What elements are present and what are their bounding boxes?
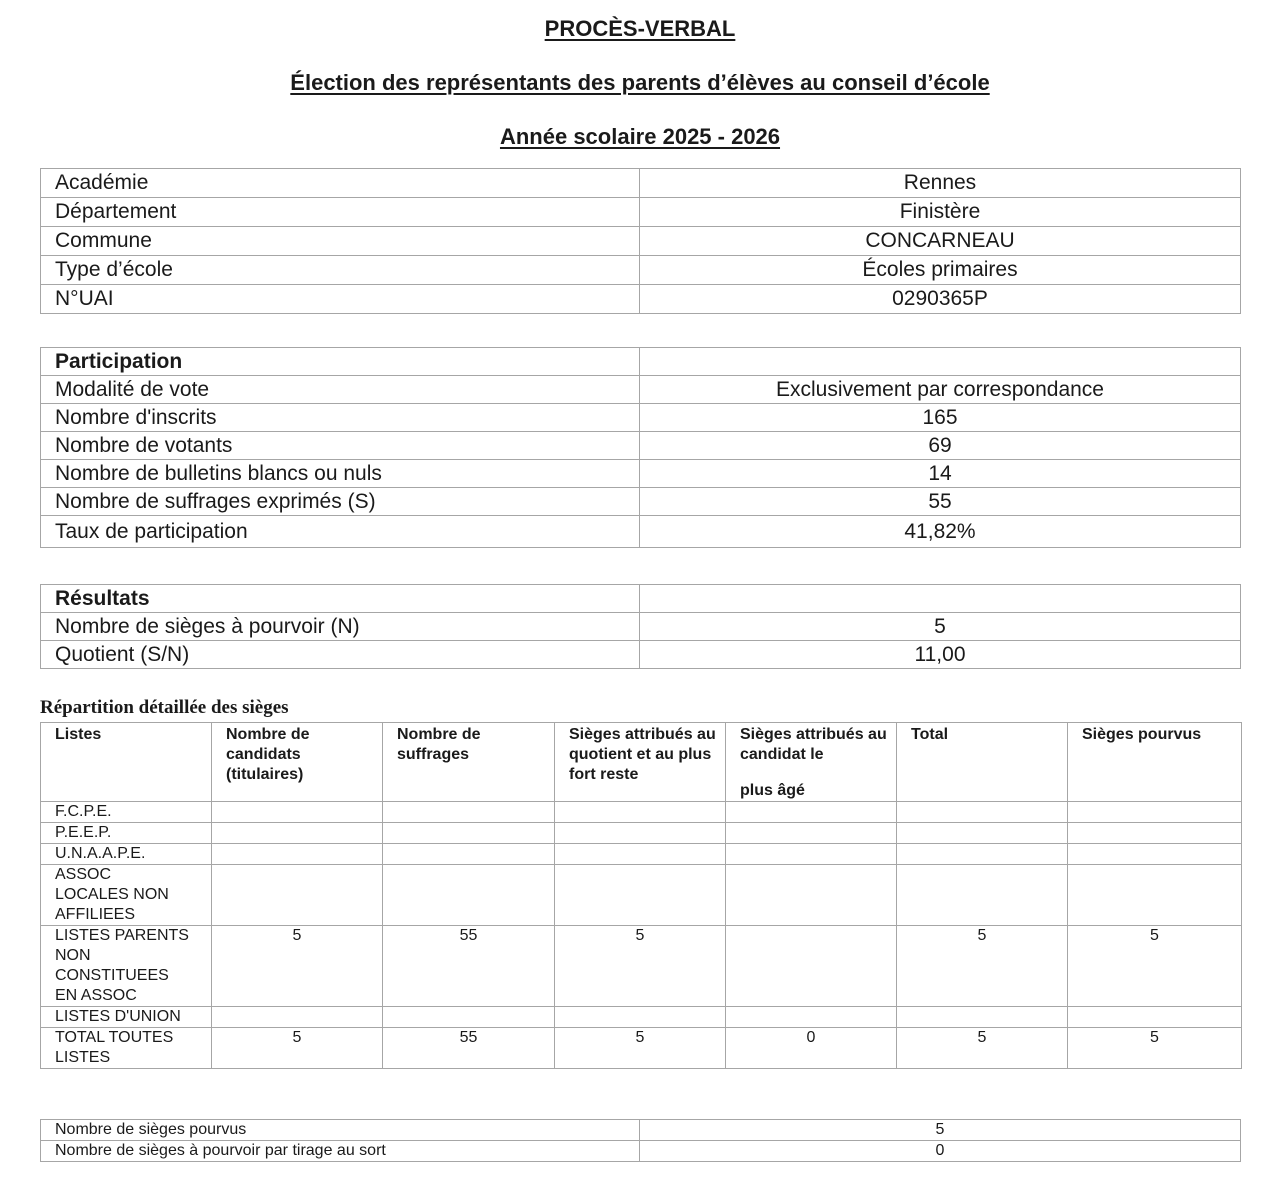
repartition-table [40, 722, 1242, 1069]
resultats-value: 11,00 [640, 641, 1241, 669]
info-label: Département [41, 198, 640, 227]
cell-total [897, 802, 1068, 823]
cell-suffrages: 55 [383, 1028, 555, 1069]
info-label: Académie [41, 169, 640, 198]
cell-quotient: 5 [555, 1028, 726, 1069]
resultats-value: 5 [640, 613, 1241, 641]
info-value: Rennes [640, 169, 1241, 198]
participation-label: Nombre de suffrages exprimés (S) [41, 488, 640, 516]
cell-total [897, 1007, 1068, 1028]
summary-table [40, 1119, 1241, 1162]
resultats-label: Nombre de sièges à pourvoir (N) [41, 613, 640, 641]
participation-value: 69 [640, 432, 1241, 460]
participation-value: 14 [640, 460, 1241, 488]
cell-pourvus: 5 [1068, 1028, 1242, 1069]
cell-age [726, 802, 897, 823]
cell-suffrages [383, 865, 555, 926]
info-label: Commune [41, 227, 640, 256]
cell-suffrages [383, 823, 555, 844]
cell-pourvus: 5 [1068, 926, 1242, 1007]
repartition-body [41, 802, 1242, 1069]
liste-name: LISTES D'UNION [41, 1007, 212, 1028]
col-header-total: Total [897, 723, 1068, 802]
cell-age: 0 [726, 1028, 897, 1069]
cell-candidats: 5 [212, 1028, 383, 1069]
cell-total [897, 823, 1068, 844]
participation-value: 165 [640, 404, 1241, 432]
cell-candidats [212, 823, 383, 844]
info-row-departement [41, 198, 1241, 227]
repartition-row [41, 1028, 1242, 1069]
participation-row [41, 376, 1241, 404]
repartition-row [41, 1007, 1242, 1028]
cell-total [897, 844, 1068, 865]
cell-suffrages [383, 844, 555, 865]
cell-candidats: 5 [212, 926, 383, 1007]
info-value: CONCARNEAU [640, 227, 1241, 256]
cell-quotient [555, 844, 726, 865]
repartition-header-row [41, 723, 1242, 802]
cell-pourvus [1068, 844, 1242, 865]
cell-suffrages [383, 802, 555, 823]
cell-total: 5 [897, 1028, 1068, 1069]
cell-total: 5 [897, 926, 1068, 1007]
col-header-candidats: Nombre de candidats (titulaires) [212, 723, 383, 802]
cell-pourvus [1068, 823, 1242, 844]
summary-label: Nombre de sièges à pourvoir par tirage au sort [41, 1141, 640, 1162]
repartition-row [41, 823, 1242, 844]
participation-label: Taux de participation [41, 516, 640, 548]
cell-age [726, 823, 897, 844]
info-row-type-ecole [41, 256, 1241, 285]
col-header-age [726, 723, 897, 802]
cell-suffrages: 55 [383, 926, 555, 1007]
repartition-title: Répartition détaillée des sièges [40, 697, 289, 718]
cell-age [726, 1007, 897, 1028]
school-year: Année scolaire 2025 - 2026 [499, 124, 781, 149]
resultats-heading: Résultats [41, 585, 640, 613]
col-header-age-extra: plus âgé [740, 782, 805, 799]
resultats-row [41, 641, 1241, 669]
document-subtitle: Élection des représentants des parents d’élèves au conseil d’école [290, 70, 990, 95]
school-info-table [40, 168, 1241, 314]
info-value: Écoles primaires [640, 256, 1241, 285]
info-row-commune [41, 227, 1241, 256]
liste-name: TOTAL TOUTES LISTES [41, 1028, 212, 1069]
cell-age [726, 865, 897, 926]
col-header-suffrages: Nombre de suffrages [383, 723, 555, 802]
resultats-label: Quotient (S/N) [41, 641, 640, 669]
repartition-row [41, 926, 1242, 1007]
empty-cell [640, 585, 1241, 613]
info-value: 0290365P [640, 285, 1241, 314]
cell-quotient [555, 823, 726, 844]
cell-quotient [555, 1007, 726, 1028]
liste-name: ASSOC LOCALES NON AFFILIEES [41, 865, 212, 926]
participation-row [41, 516, 1241, 548]
cell-candidats [212, 865, 383, 926]
repartition-row [41, 844, 1242, 865]
participation-value: 55 [640, 488, 1241, 516]
cell-candidats [212, 802, 383, 823]
cell-total [897, 865, 1068, 926]
cell-suffrages [383, 1007, 555, 1028]
participation-label: Nombre d'inscrits [41, 404, 640, 432]
info-label: N°UAI [41, 285, 640, 314]
info-row-academie [41, 169, 1241, 198]
cell-pourvus [1068, 1007, 1242, 1028]
repartition-row [41, 802, 1242, 823]
document-title: PROCÈS-VERBAL [544, 16, 736, 41]
liste-name: F.C.P.E. [41, 802, 212, 823]
liste-name: P.E.E.P. [41, 823, 212, 844]
cell-pourvus [1068, 802, 1242, 823]
participation-heading-row [41, 348, 1241, 376]
resultats-table [40, 584, 1241, 669]
participation-label: Nombre de votants [41, 432, 640, 460]
liste-name: U.N.A.A.P.E. [41, 844, 212, 865]
summary-label: Nombre de sièges pourvus [41, 1120, 640, 1141]
summary-row [41, 1141, 1241, 1162]
cell-quotient: 5 [555, 926, 726, 1007]
participation-label: Nombre de bulletins blancs ou nuls [41, 460, 640, 488]
empty-cell [640, 348, 1241, 376]
info-label: Type d’école [41, 256, 640, 285]
cell-candidats [212, 844, 383, 865]
resultats-heading-row [41, 585, 1241, 613]
participation-table [40, 347, 1241, 548]
participation-value: 41,82% [640, 516, 1241, 548]
col-header-pourvus: Sièges pourvus [1068, 723, 1242, 802]
cell-quotient [555, 865, 726, 926]
info-row-uai [41, 285, 1241, 314]
col-header-quotient: Sièges attribués au quotient et au plus fort reste [555, 723, 726, 802]
cell-quotient [555, 802, 726, 823]
participation-heading: Participation [41, 348, 640, 376]
participation-label: Modalité de vote [41, 376, 640, 404]
col-header-listes: Listes [41, 723, 212, 802]
participation-value: Exclusivement par correspondance [640, 376, 1241, 404]
resultats-row [41, 613, 1241, 641]
summary-value: 0 [640, 1141, 1241, 1162]
col-header-age-text: Sièges attribués au candidat le [740, 726, 887, 763]
summary-value: 5 [640, 1120, 1241, 1141]
summary-row [41, 1120, 1241, 1141]
cell-pourvus [1068, 865, 1242, 926]
participation-row [41, 404, 1241, 432]
cell-age [726, 844, 897, 865]
liste-name: LISTES PARENTS NON CONSTITUEES EN ASSOC [41, 926, 212, 1007]
participation-row [41, 488, 1241, 516]
participation-row [41, 460, 1241, 488]
cell-candidats [212, 1007, 383, 1028]
repartition-row [41, 865, 1242, 926]
info-value: Finistère [640, 198, 1241, 227]
cell-age [726, 926, 897, 1007]
participation-row [41, 432, 1241, 460]
